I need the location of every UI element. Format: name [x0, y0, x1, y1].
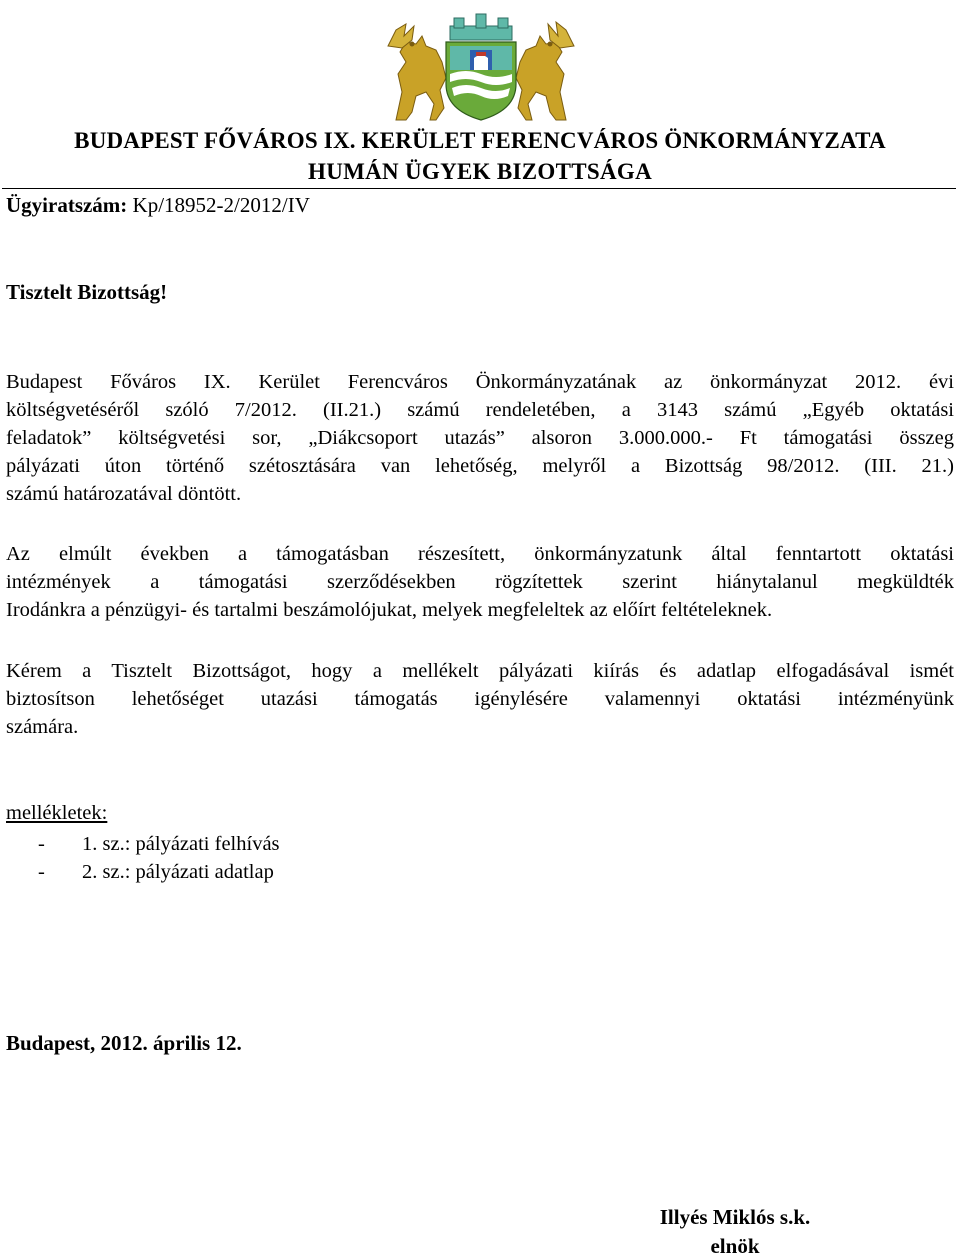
attachment-text: 1. sz.: pályázati felhívás — [82, 833, 280, 855]
file-number-value: Kp/18952-2/2012/IV — [132, 193, 310, 217]
attachments-title: mellékletek: — [6, 802, 108, 824]
paragraph-line: számú határozatával döntött. — [6, 483, 242, 505]
signatory-title: elnök — [710, 1234, 760, 1258]
file-number — [6, 193, 310, 218]
right-griffin-icon — [516, 22, 574, 120]
attachment-item — [6, 830, 280, 858]
paragraph-line: Az elmúlt években a támogatásban részesített, önkormányzatunk által fenntartott oktatási — [6, 543, 954, 565]
file-number-label: Ügyiratszám: — [6, 193, 128, 217]
paragraph-line: számára. — [6, 716, 79, 738]
signatory-name: Illyés Miklós s.k. — [659, 1205, 811, 1229]
left-griffin-icon — [388, 24, 446, 120]
salutation: Tisztelt Bizottság! — [6, 280, 168, 304]
list-dash: - — [38, 833, 45, 855]
crown-icon — [450, 14, 512, 40]
paragraph-line: Irodánkra a pénzügyi- és tartalmi beszámolójukat, melyek megfeleltek az előírt feltételeknek. — [6, 599, 773, 621]
shield-icon — [446, 42, 516, 120]
list-dash: - — [38, 861, 45, 883]
paragraph-line: feladatok” költségvetési sor, „Diákcsoport utazás” alsoron 3.000.000.- Ft támogatási összeg — [6, 427, 954, 449]
committee-name: HUMÁN ÜGYEK BIZOTTSÁGA — [308, 159, 652, 184]
paragraph-line: Budapest Főváros IX. Kerület Ferencváros Önkormányzatának az önkormányzat 2012. évi — [6, 371, 954, 393]
date-line: Budapest, 2012. április 12. — [6, 1031, 242, 1055]
attachment-item — [6, 858, 280, 886]
institution-name: BUDAPEST FŐVÁROS IX. KERÜLET FERENCVÁROS ÖNKORMÁNYZATA — [74, 128, 886, 153]
paragraph-budget — [6, 368, 954, 508]
coat-of-arms — [376, 12, 586, 124]
attachments-list — [6, 830, 280, 886]
paragraph-line: Kérem a Tisztelt Bizottságot, hogy a mellékelt pályázati kiírás és adatlap elfogadásával ismét — [6, 660, 954, 682]
paragraph-line: költségvetéséről szóló 7/2012. (II.21.) számú rendeletében, a 3143 számú „Egyéb oktatási — [6, 399, 954, 421]
paragraph-line: biztosítson lehetőséget utazási támogatás igénylésére valamennyi oktatási intézményünk — [6, 688, 954, 710]
header-divider — [2, 188, 956, 189]
paragraph-request — [6, 657, 954, 741]
paragraph-line: intézmények a támogatási szerződésekben rögzítettek szerint hiánytalanul megküldték — [6, 571, 954, 593]
paragraph-line: pályázati úton történő szétosztására van lehetőség, melyről a Bizottság 98/2012. (III. 21.) — [6, 455, 954, 477]
paragraph-reports — [6, 540, 954, 624]
attachment-text: 2. sz.: pályázati adatlap — [82, 861, 274, 883]
